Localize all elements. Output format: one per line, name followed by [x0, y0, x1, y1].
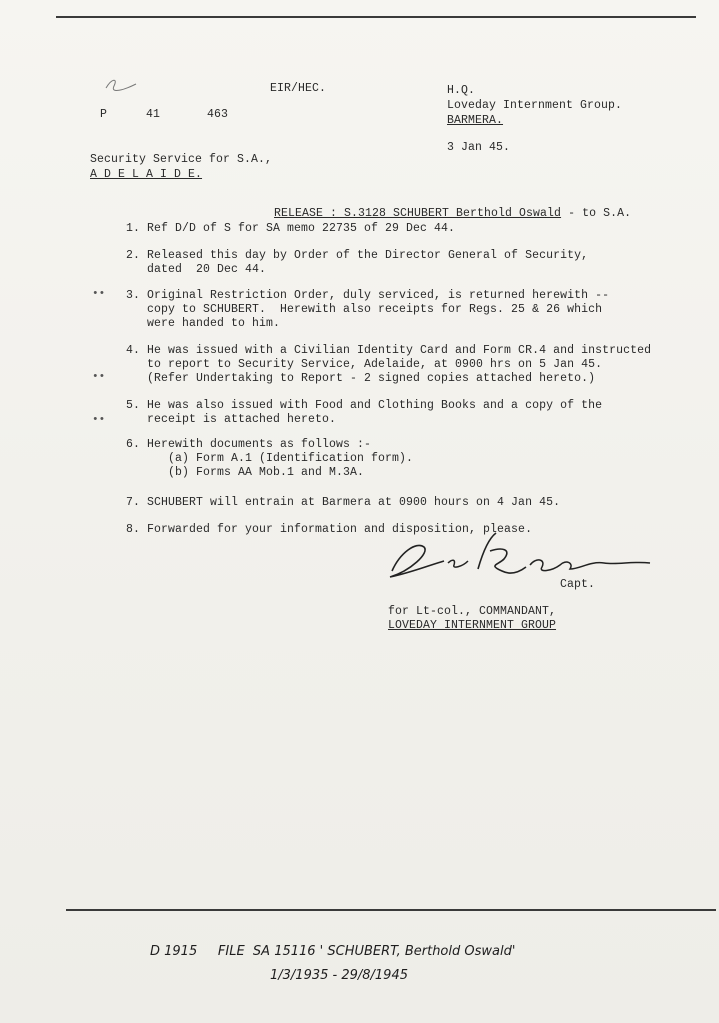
margin-dots-3: ••	[92, 288, 106, 300]
paragraph-4-line-3: (Refer Undertaking to Report - 2 signed copies attached hereto.)	[126, 372, 596, 385]
paragraph-7-line-1: 7. SCHUBERT will entrain at Barmera at 0900 hours on 4 Jan 45.	[126, 496, 561, 509]
paragraph-4-line-1: 4. He was issued with a Civilian Identity Card and Form CR.4 and instructed	[126, 344, 652, 357]
reference-code: EIR/HEC.	[270, 82, 327, 95]
sender-location: BARMERA.	[447, 114, 504, 127]
margin-dots-5: ••	[92, 414, 106, 426]
paragraph-5-line-1: 5. He was also issued with Food and Clothing Books and a copy of the	[126, 399, 603, 412]
paragraph-3-line-2: copy to SCHUBERT. Herewith also receipts for Regs. 25 & 26 which	[126, 303, 603, 316]
file-number-1: 41	[146, 108, 161, 121]
subject-label: RELEASE : S.3128 SCHUBERT Berthold Oswald	[274, 207, 562, 220]
file-prefix: P	[100, 108, 108, 121]
paragraph-8-line-1: 8. Forwarded for your information and disposition, please.	[126, 523, 533, 536]
margin-dots-4: ••	[92, 371, 106, 383]
top-border-rule	[56, 16, 696, 18]
handwritten-file-annotation-line-2: 1/3/1935 - 29/8/1945	[270, 968, 408, 983]
letter-date: 3 Jan 45.	[447, 141, 511, 154]
signatory-for-line: for Lt-col., COMMANDANT,	[388, 605, 557, 618]
addressee-line-1: Security Service for S.A.,	[90, 153, 273, 166]
sender-group: Loveday Internment Group.	[447, 99, 623, 112]
paragraph-6-line-1: 6. Herewith documents as follows :-	[126, 438, 372, 451]
paragraph-3-line-1: 3. Original Restriction Order, duly serviced, is returned herewith --	[126, 289, 610, 302]
bottom-border-rule	[66, 909, 716, 911]
file-number-2: 463	[207, 108, 229, 121]
handwritten-signature	[370, 525, 660, 595]
paragraph-4-line-2: to report to Security Service, Adelaide, at 0900 hrs on 5 Jan 45.	[126, 358, 603, 371]
pencil-squiggle-mark	[100, 74, 140, 94]
paragraph-6-line-2: (a) Form A.1 (Identification form).	[126, 452, 414, 465]
subject-suffix: - to S.A.	[561, 207, 632, 220]
paragraph-5-line-2: receipt is attached hereto.	[126, 413, 337, 426]
paragraph-1-line-1: 1. Ref D/D of S for SA memo 22735 of 29 Dec 44.	[126, 222, 456, 235]
handwritten-file-annotation-line-1: D 1915 FILE SA 15116 ' SCHUBERT, Berthold Oswald'	[150, 944, 516, 959]
signatory-rank: Capt.	[560, 578, 596, 591]
paragraph-3-line-3: were handed to him.	[126, 317, 281, 330]
sender-hq: H.Q.	[447, 84, 476, 97]
paragraph-2-line-1: 2. Released this day by Order of the Director General of Security,	[126, 249, 589, 262]
signatory-unit: LOVEDAY INTERNMENT GROUP	[388, 619, 557, 632]
paragraph-2-line-2: dated 20 Dec 44.	[126, 263, 267, 276]
addressee-line-2: A D E L A I D E.	[90, 168, 203, 181]
paragraph-6-line-3: (b) Forms AA Mob.1 and M.3A.	[126, 466, 365, 479]
